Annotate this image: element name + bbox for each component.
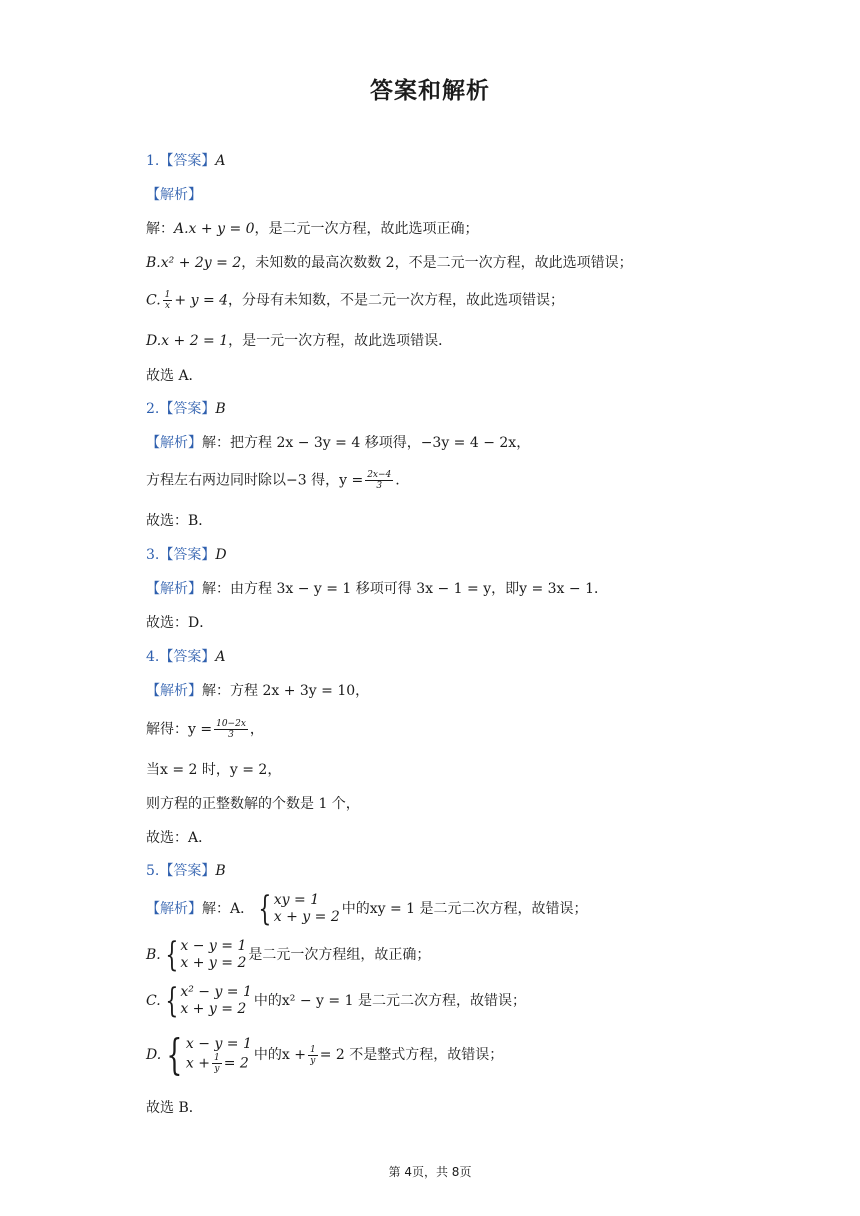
q5-answer-line — [146, 861, 226, 881]
q5-line-b-text: 是二元一次方程组，故正确； — [248, 947, 431, 963]
q1-line-d-math: D.x + 2 = 1 — [146, 333, 229, 349]
page-title: 答案和解析 — [370, 78, 490, 104]
fraction-numerator: 10−2x — [216, 719, 246, 729]
q1-line-d-text: ，是一元一次方程，故此选项错误． — [228, 333, 453, 349]
fraction-denominator: 3 — [376, 481, 383, 491]
left-brace-icon: { — [165, 981, 178, 1021]
q5-line-b-prefix: B. — [146, 947, 161, 963]
fraction-numerator: 1 — [214, 1053, 220, 1063]
q1-number: 1. — [146, 153, 160, 169]
system-row-2: x + y = 2 — [273, 909, 340, 925]
left-brace-icon: { — [166, 1030, 183, 1079]
left-brace-icon: { — [258, 889, 272, 929]
q4-analysis-tag: 【解析】 — [146, 683, 202, 699]
q5-system-b — [161, 935, 247, 975]
system-row-1: xy = 1 — [273, 892, 320, 908]
q2-line-b — [146, 470, 400, 491]
q2-analysis-tag: 【解析】 — [146, 435, 202, 451]
q1-line-d — [146, 331, 452, 351]
text-fraction — [308, 1045, 318, 1066]
q1-line-c-text: ，分母有未知数，不是二元一次方程，故此选项错误； — [228, 292, 565, 309]
q4-line-a-text: 解：方程 2x + 3y = 10， — [202, 683, 370, 699]
q2-line-a-text: 解：把方程 2x − 3y = 4 移项得，−3y = 4 − 2x， — [202, 435, 531, 451]
system-row-1: x − y = 1 — [180, 938, 247, 954]
q5-system-c — [161, 981, 252, 1021]
q1-line-c-prefix: C. — [146, 292, 161, 309]
q3-answer: D — [215, 547, 227, 563]
q5-number: 5. — [146, 863, 160, 879]
q1-conclusion: 故选 A． — [146, 368, 203, 384]
q5-system-a — [254, 889, 340, 929]
text-part-b: = 2 不是整式方程，故错误； — [319, 1047, 504, 1063]
q5-line-d — [146, 1030, 504, 1079]
q2-line-a — [146, 433, 530, 453]
q1-line-a — [146, 219, 479, 239]
q1-answer: A — [215, 153, 226, 169]
fraction-denominator: x — [165, 301, 171, 311]
q1-line-c-math: + y = 4 — [174, 292, 229, 309]
q5-line-c — [146, 981, 526, 1021]
q5-analysis-tag: 【解析】 — [146, 901, 202, 917]
q4-answer: A — [215, 649, 226, 665]
q1-line-b-text: ，未知数的最高次数数 2，不是二元一次方程，故此选项错误； — [241, 255, 633, 271]
q1-analysis-tag: 【解析】 — [146, 187, 202, 203]
fraction-denominator: 3 — [228, 730, 234, 740]
q4-fraction — [214, 719, 248, 740]
system-row-2: x + y = 2 — [180, 955, 247, 971]
q1-line-a-text: ，是二元一次方程，故此选项正确； — [254, 221, 479, 237]
system-row-2 — [186, 1053, 252, 1074]
q4-answer-line — [146, 647, 225, 667]
q5-system-d — [161, 1030, 252, 1079]
q5-line-d-prefix: D. — [146, 1047, 162, 1063]
q2-answer-tag: 【答案】 — [159, 401, 216, 417]
q2-line-b-end: . — [395, 472, 400, 489]
q4-line-a — [146, 681, 369, 701]
q5-line-a-text: 中的xy = 1 是二元二次方程，故错误； — [341, 901, 588, 917]
q4-line-b — [146, 719, 264, 740]
q3-answer-tag: 【答案】 — [159, 547, 216, 563]
q5-line-a — [146, 889, 588, 929]
q1-line-b-math: B.x² + 2y = 2 — [146, 255, 242, 271]
fraction-denominator: y — [214, 1064, 220, 1074]
q5-line-c-prefix: C. — [146, 993, 161, 1009]
fraction-numerator: 1 — [309, 1044, 316, 1055]
q5-conclusion: 故选 B． — [146, 1100, 203, 1116]
q1-answer-line — [146, 151, 225, 171]
q1-line-c-fraction — [163, 290, 173, 311]
left-brace-icon: { — [165, 935, 179, 975]
q4-line-c: 当x = 2 时，y = 2， — [146, 762, 282, 778]
q2-fraction — [365, 470, 393, 491]
q3-conclusion: 故选：D． — [146, 615, 214, 631]
row-part-b: = 2 — [223, 1055, 249, 1072]
fraction-denominator: y — [310, 1055, 316, 1066]
q3-answer-line — [146, 545, 227, 565]
q3-number: 3. — [146, 547, 160, 563]
q4-line-d: 则方程的正整数解的个数是 1 个， — [146, 796, 360, 812]
q1-line-a-prefix: 解： — [146, 221, 174, 237]
system-row-1: x − y = 1 — [185, 1036, 252, 1052]
q5-line-a-prefix: 解：A． — [202, 901, 255, 917]
q4-number: 4. — [146, 649, 160, 665]
q5-answer: B — [215, 863, 226, 879]
q3-line-a-text: 解：由方程 3x − y = 1 移项可得 3x − 1 = y，即y = 3x − 1． — [202, 581, 608, 597]
q2-conclusion: 故选：B． — [146, 513, 213, 529]
q4-answer-tag: 【答案】 — [159, 649, 216, 665]
q3-line-a — [146, 579, 608, 599]
system-row-1: x² − y = 1 — [180, 984, 252, 1000]
fraction-numerator: 2x−4 — [367, 470, 392, 480]
q2-answer-line — [146, 399, 226, 419]
q1-line-a-math: A.x + y = 0 — [174, 221, 255, 237]
q2-line-b-text: 方程左右两边同时除以−3 得，y = — [146, 472, 364, 489]
fraction-numerator: 1 — [164, 290, 171, 300]
q3-analysis-tag: 【解析】 — [146, 581, 202, 597]
row-fraction — [212, 1053, 222, 1074]
q4-line-b-text: 解得：y = — [146, 721, 213, 738]
q5-answer-tag: 【答案】 — [159, 863, 216, 879]
q2-number: 2. — [146, 401, 160, 417]
q5-line-d-text — [253, 1044, 504, 1066]
q1-answer-tag: 【答案】 — [159, 153, 216, 169]
q5-line-c-text: 中的x² − y = 1 是二元二次方程，故错误； — [253, 993, 526, 1009]
q1-line-b — [146, 253, 633, 273]
text-part-a: 中的x + — [253, 1047, 306, 1063]
q5-line-b — [146, 935, 431, 975]
system-row-2: x + y = 2 — [180, 1001, 247, 1017]
q4-line-b-end: ， — [249, 721, 264, 738]
q1-line-c — [146, 290, 564, 311]
row-part-a: x + — [185, 1055, 210, 1072]
page-footer: 第 4页，共 8页 — [388, 1165, 472, 1179]
q4-conclusion: 故选：A． — [146, 830, 213, 846]
q2-answer: B — [215, 401, 226, 417]
